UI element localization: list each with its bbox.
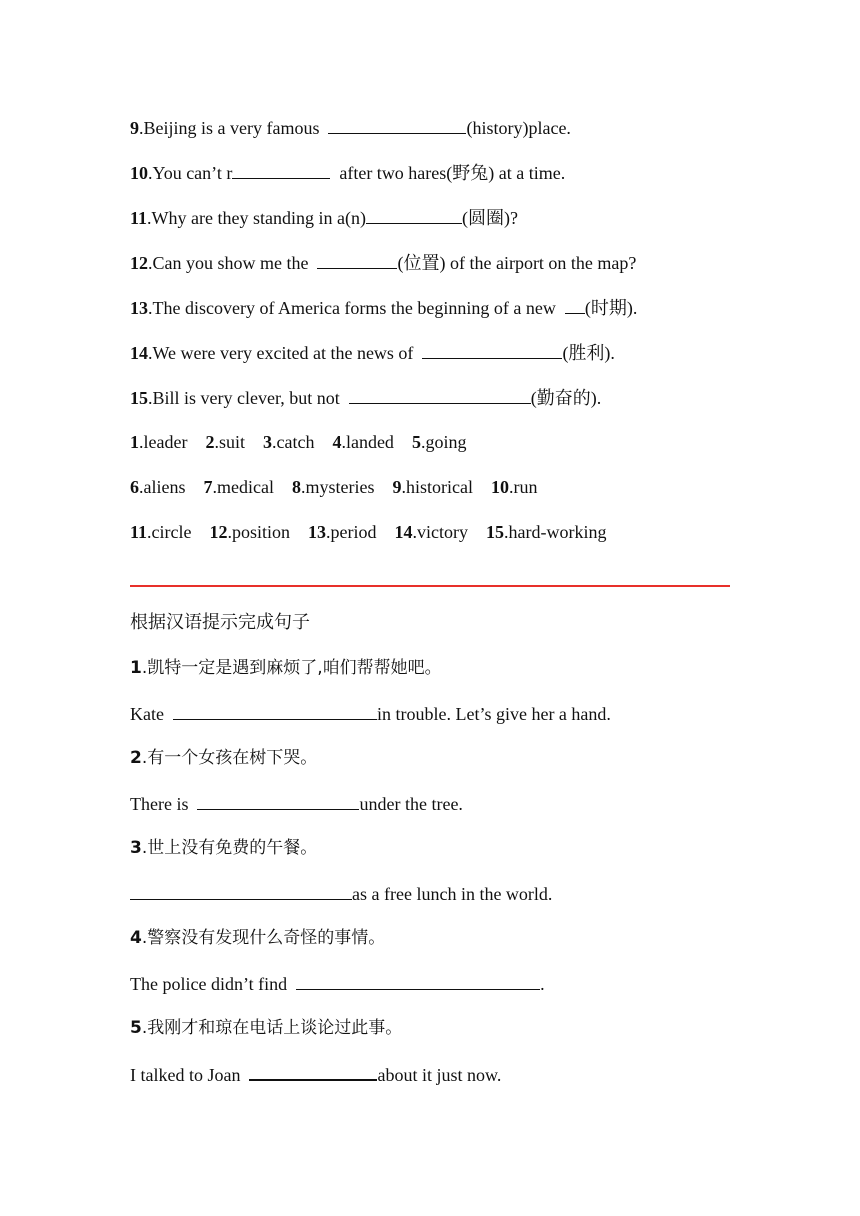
exercise-number: 11 — [130, 208, 148, 228]
answer-word: .suit — [214, 432, 245, 452]
answer-word: .victory — [412, 522, 468, 542]
answer-key-row — [130, 520, 606, 544]
answer-number: 7 — [203, 477, 213, 497]
exercise-number: 13 — [130, 298, 148, 318]
item-number: 1 — [130, 658, 142, 678]
exercise-text: .You can’t r — [148, 163, 233, 183]
sentence-end: under the tree. — [359, 794, 463, 814]
answer-number: 3 — [262, 432, 272, 452]
answer-blank[interactable] — [317, 250, 397, 269]
sentence-start: Kate — [130, 704, 173, 724]
prompt-1-chinese — [130, 656, 442, 680]
exercise-hint: after two hares(野兔) at a time. — [330, 163, 566, 183]
exercise-text: .Bill is very clever, but not — [148, 388, 349, 408]
exercise-number: 14 — [130, 343, 148, 363]
exercise-text: .Beijing is a very famous — [139, 118, 329, 138]
exercise-number: 12 — [130, 253, 148, 273]
answer-blank[interactable] — [366, 205, 462, 224]
answer-blank[interactable] — [232, 160, 330, 179]
exercise-text: .Why are they standing in a(n) — [147, 208, 366, 228]
answer-number: 8 — [291, 477, 301, 497]
sentence-start: I talked to Joan — [130, 1065, 250, 1085]
answer-number: 4 — [332, 432, 342, 452]
exercise-number: 10 — [130, 163, 148, 183]
sentence-start: The police didn’t find — [130, 974, 297, 994]
answer-word: .going — [420, 432, 467, 452]
exercise-hint: (history)place. — [466, 118, 571, 138]
answer-number: 2 — [205, 432, 215, 452]
answer-word: .historical — [401, 477, 473, 497]
answer-key-row — [130, 430, 466, 454]
answer-number: 9 — [392, 477, 402, 497]
exercise-10 — [130, 160, 565, 185]
answer-number: 13 — [308, 522, 326, 542]
exercise-hint: (勤奋的). — [530, 388, 602, 408]
exercise-9 — [130, 115, 571, 140]
prompt-2-english — [130, 791, 463, 816]
answer-word: .aliens — [139, 477, 186, 497]
prompt-3-english — [130, 881, 552, 906]
prompt-5-english — [130, 1061, 501, 1087]
sentence-end: . — [540, 974, 545, 994]
answer-blank[interactable] — [328, 115, 466, 134]
item-number: 2 — [130, 748, 142, 768]
chinese-prompt: .警察没有发现什么奇怪的事情。 — [141, 928, 386, 948]
answer-number: 15 — [485, 522, 504, 542]
answer-key-row — [130, 475, 537, 499]
answer-blank[interactable] — [249, 1061, 377, 1081]
exercise-text: .Can you show me the — [148, 253, 318, 273]
chinese-prompt: .有一个女孩在树下哭。 — [141, 748, 318, 768]
answer-word: .landed — [341, 432, 394, 452]
answer-blank[interactable] — [565, 295, 585, 314]
item-number: 4 — [130, 928, 142, 948]
exercise-11 — [130, 205, 518, 230]
prompt-4-chinese — [130, 926, 385, 950]
prompt-4-english — [130, 971, 545, 996]
answer-blank[interactable] — [197, 791, 359, 810]
answer-number: 5 — [411, 432, 421, 452]
prompt-1-english — [130, 701, 611, 726]
exercise-hint: (胜利). — [562, 343, 615, 363]
answer-blank[interactable] — [296, 971, 540, 990]
exercise-hint: (位置) of the airport on the map? — [397, 253, 637, 273]
exercise-13 — [130, 295, 637, 320]
exercise-text: .We were very excited at the news of — [148, 343, 423, 363]
sentence-end: about it just now. — [377, 1065, 502, 1085]
answer-number: 12 — [209, 522, 228, 542]
sentence-end: as a free lunch in the world. — [352, 884, 553, 904]
answer-number: 1 — [130, 432, 139, 452]
answer-number: 11 — [130, 522, 148, 542]
prompt-2-chinese — [130, 746, 317, 770]
answer-word: .run — [508, 477, 538, 497]
exercise-number: 9 — [130, 118, 139, 138]
answer-number: 10 — [490, 477, 509, 497]
answer-word: .position — [227, 522, 290, 542]
answer-blank[interactable] — [422, 340, 562, 359]
exercise-14 — [130, 340, 615, 365]
answer-number: 6 — [130, 477, 139, 497]
prompt-3-chinese — [130, 836, 317, 860]
answer-number: 14 — [394, 522, 413, 542]
prompt-5-chinese — [130, 1016, 402, 1040]
sentence-end: in trouble. Let’s give her a hand. — [376, 704, 611, 724]
answer-blank[interactable] — [349, 385, 531, 404]
exercise-text: .The discovery of America forms the beginning of a new — [148, 298, 565, 318]
answer-word: .period — [326, 522, 377, 542]
item-number: 5 — [130, 1018, 142, 1038]
section-divider — [130, 585, 730, 587]
answer-word: .hard-working — [503, 522, 607, 542]
exercise-number: 15 — [130, 388, 148, 408]
section-title: 根据汉语提示完成句子 — [130, 612, 310, 633]
answer-word: .medical — [212, 477, 274, 497]
chinese-prompt: .世上没有免费的午餐。 — [141, 838, 318, 858]
chinese-prompt: .凯特一定是遇到麻烦了,咱们帮帮她吧。 — [141, 658, 442, 678]
answer-word: .mysteries — [300, 477, 375, 497]
exercise-hint: (时期). — [584, 298, 638, 318]
answer-word: .circle — [147, 522, 192, 542]
exercise-15 — [130, 385, 601, 410]
item-number: 3 — [130, 838, 142, 858]
sentence-start: There is — [130, 794, 198, 814]
answer-word: .catch — [271, 432, 315, 452]
chinese-prompt: .我刚才和琼在电话上谈论过此事。 — [141, 1018, 403, 1038]
answer-blank[interactable] — [130, 881, 352, 900]
answer-word: .leader — [139, 432, 188, 452]
exercise-12 — [130, 250, 636, 275]
exercise-hint: (圆圈)? — [461, 208, 518, 228]
answer-blank[interactable] — [173, 701, 377, 720]
